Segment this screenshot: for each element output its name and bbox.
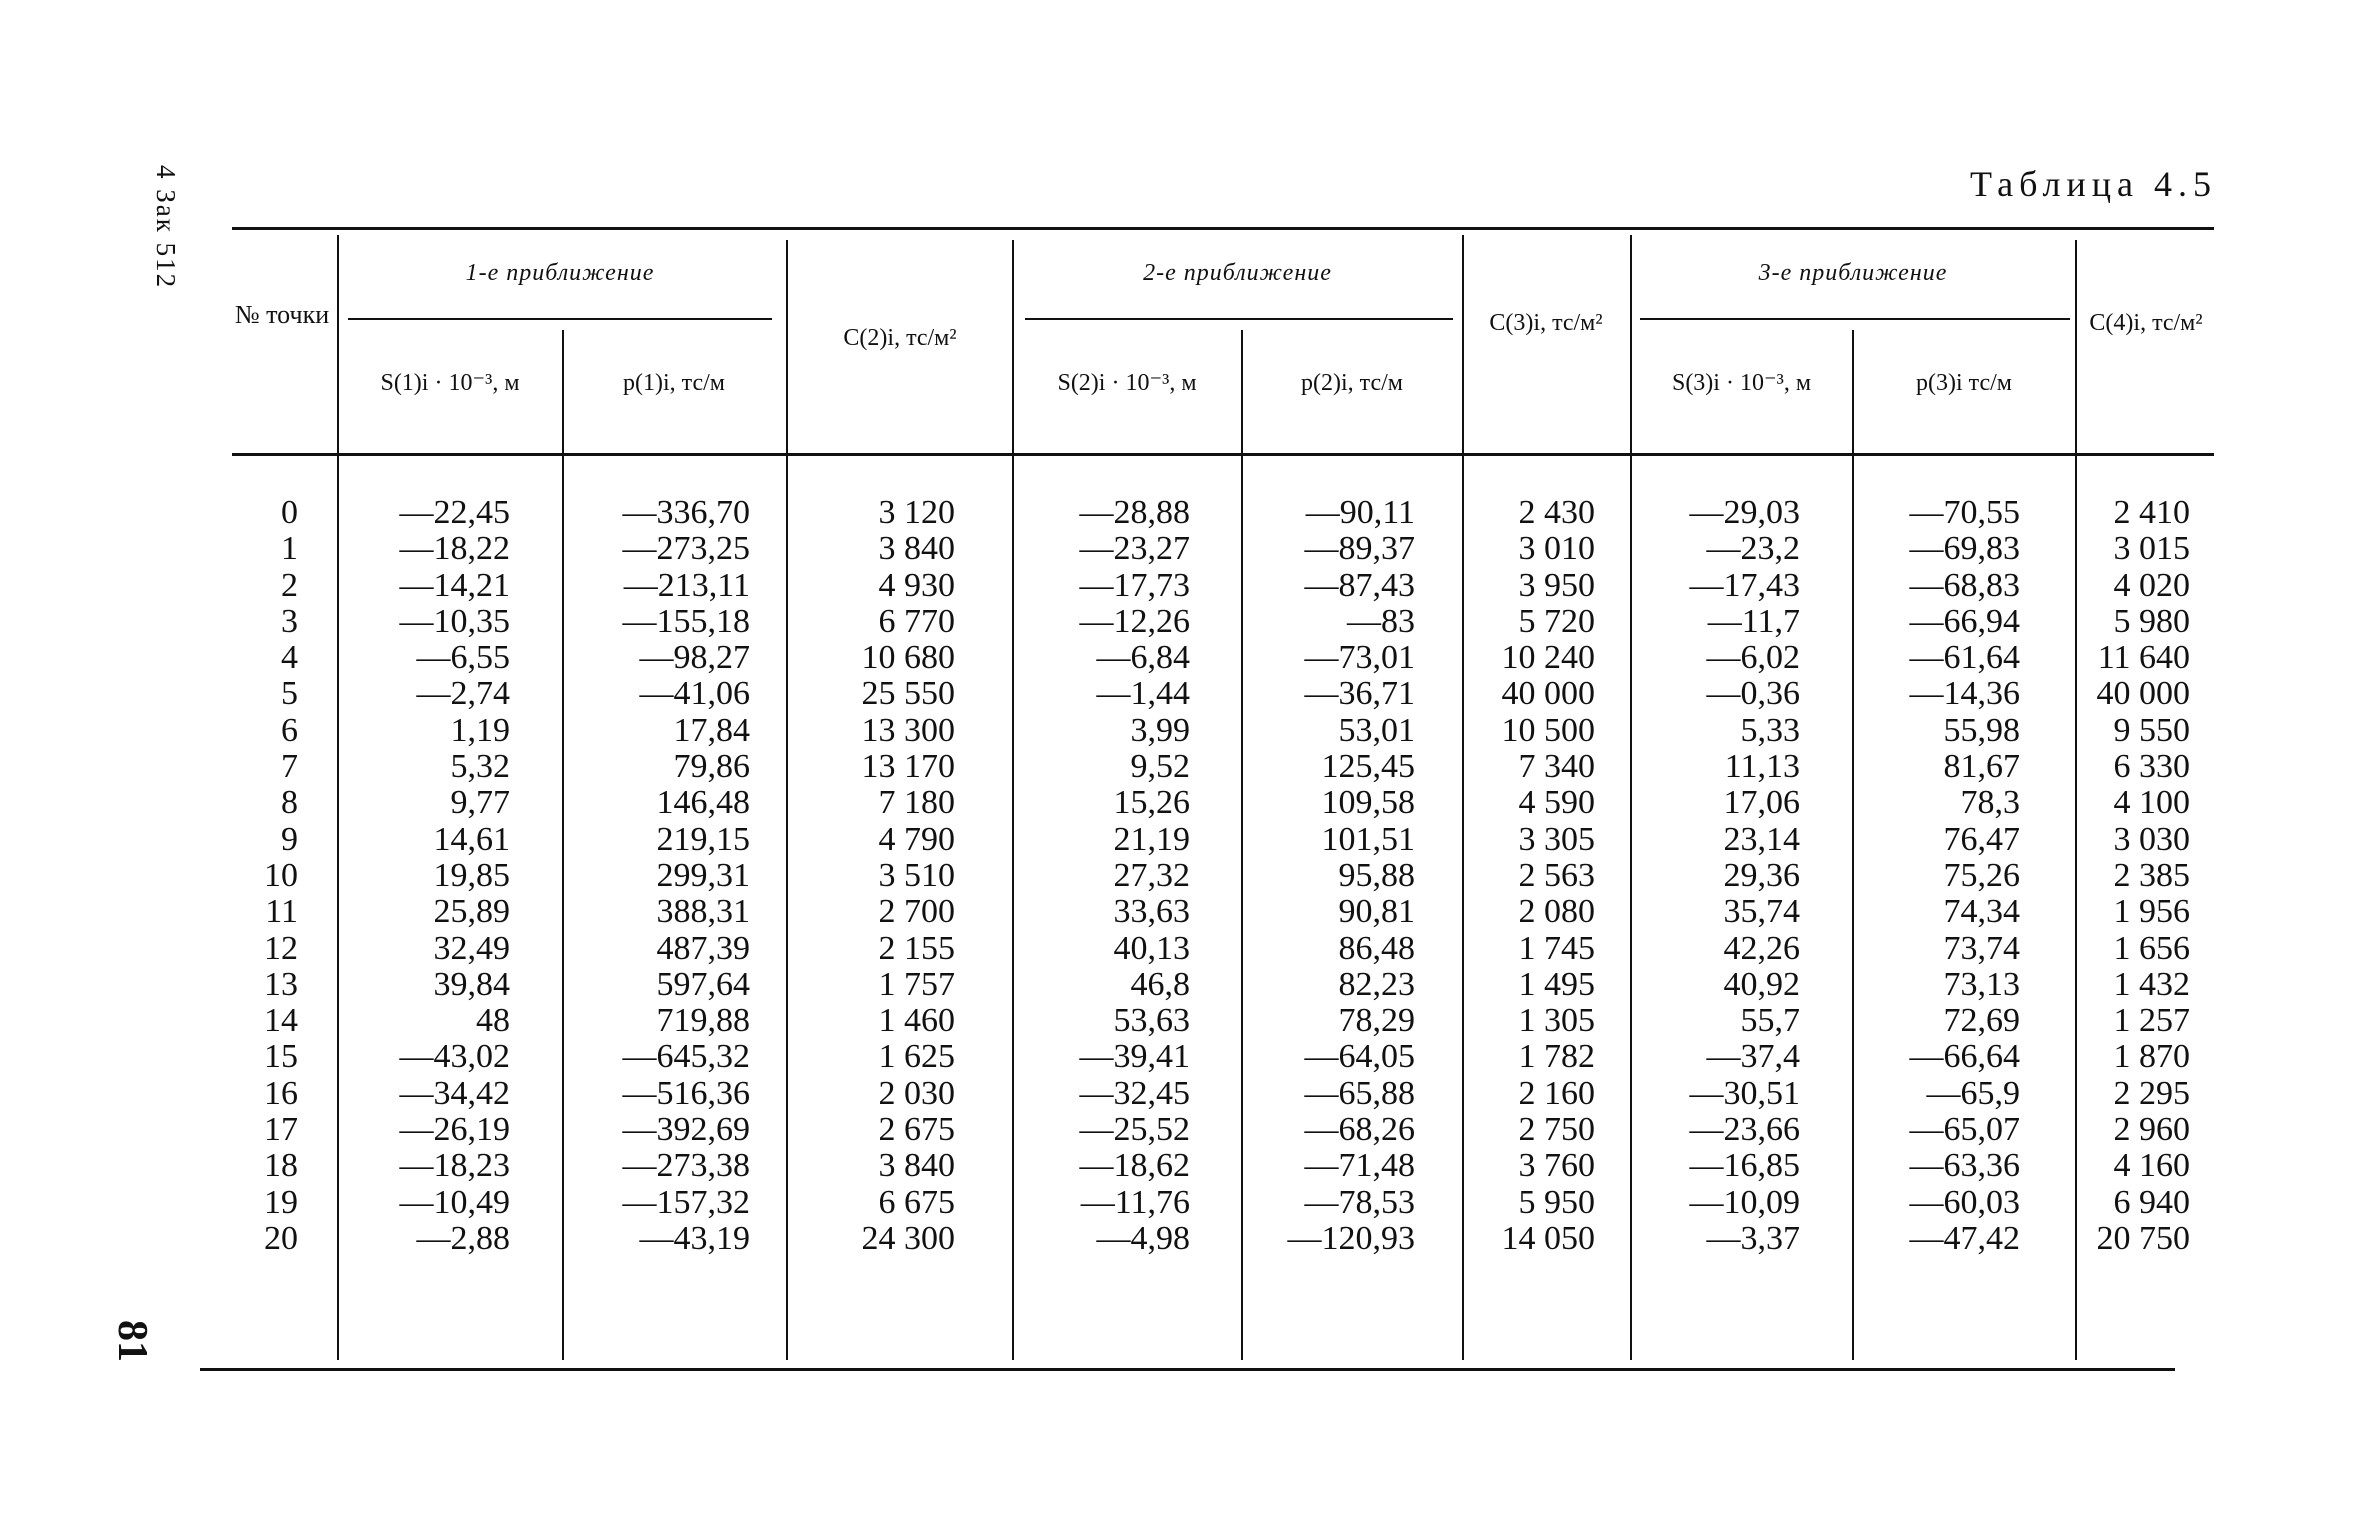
group-rule-1: [348, 318, 772, 320]
cell-c2-row-5: 25 550: [861, 675, 955, 713]
cell-p2-row-20: —120,93: [1287, 1219, 1415, 1257]
cell-s3-row-17: —23,66: [1689, 1111, 1800, 1149]
cell-num-row-3: 3: [281, 602, 298, 640]
cell-s2-row-3: —12,26: [1079, 602, 1190, 640]
cell-c3-row-4: 10 240: [1501, 639, 1595, 677]
cell-p1-row-11: 388,31: [656, 893, 750, 931]
cell-s1-row-12: 32,49: [433, 929, 510, 967]
cell-num-row-6: 6: [281, 711, 298, 749]
cell-c3-row-8: 4 590: [1518, 784, 1595, 822]
cell-c3-row-3: 5 720: [1518, 602, 1595, 640]
cell-c2-row-19: 6 675: [878, 1183, 955, 1221]
cell-p3-row-11: 74,34: [1943, 893, 2020, 931]
cell-s1-row-11: 25,89: [433, 893, 510, 931]
cell-s1-row-0: —22,45: [399, 494, 510, 531]
cell-p1-row-12: 487,39: [656, 929, 750, 967]
cell-c4-row-4: 11 640: [2097, 639, 2190, 677]
table-bottom-rule: [200, 1368, 2175, 1371]
cell-s2-row-16: —32,45: [1079, 1074, 1190, 1112]
cell-c4-row-3: 5 980: [2113, 602, 2190, 640]
cell-p2-row-6: 53,01: [1338, 711, 1415, 749]
cell-c2-row-18: 3 840: [878, 1147, 955, 1185]
cell-s2-row-18: —18,62: [1079, 1147, 1190, 1185]
cell-p1-row-15: —645,32: [622, 1038, 750, 1076]
cell-s1-row-16: —34,42: [399, 1074, 510, 1112]
cell-c2-row-10: 3 510: [878, 856, 955, 894]
cell-c3-row-13: 1 495: [1518, 965, 1595, 1003]
header-approx-3: 3-е приближение: [1758, 260, 1948, 286]
cell-c3-row-17: 2 750: [1518, 1111, 1595, 1149]
cell-p2-row-1: —89,37: [1304, 530, 1415, 568]
cell-c3-row-11: 2 080: [1518, 893, 1595, 931]
cell-p3-row-3: —66,94: [1909, 602, 2020, 640]
cell-s3-row-8: 17,06: [1723, 784, 1800, 822]
column-c3: [1400, 495, 1595, 1257]
cell-c4-row-1: 3 015: [2113, 530, 2190, 568]
cell-c3-row-7: 7 340: [1518, 748, 1595, 786]
header-c2: C(2)i, тс/м²: [843, 325, 957, 351]
cell-c3-row-20: 14 050: [1501, 1219, 1595, 1257]
cell-num-row-8: 8: [281, 784, 298, 822]
cell-num-row-4: 4: [281, 639, 298, 677]
cell-s1-row-7: 5,32: [450, 748, 510, 786]
cell-p1-row-2: —213,11: [623, 566, 750, 604]
cell-s2-row-0: —28,88: [1079, 494, 1190, 531]
cell-s1-row-9: 14,61: [433, 820, 510, 858]
cell-c3-row-0: 2 430: [1518, 494, 1595, 531]
cell-s3-row-14: 55,7: [1740, 1002, 1800, 1040]
cell-p1-row-9: 219,15: [656, 820, 750, 858]
cell-c2-row-1: 3 840: [878, 530, 955, 568]
cell-p1-row-1: —273,25: [622, 530, 750, 568]
cell-c2-row-8: 7 180: [878, 784, 955, 822]
cell-c2-row-17: 2 675: [878, 1111, 955, 1149]
cell-s3-row-19: —10,09: [1689, 1183, 1800, 1221]
header-approx-1: 1-е приближение: [465, 260, 655, 286]
cell-s2-row-1: —23,27: [1079, 530, 1190, 568]
cell-p2-row-12: 86,48: [1338, 929, 1415, 967]
header-c4: C(4)i, тс/м²: [2089, 310, 2203, 336]
cell-p3-row-13: 73,13: [1943, 965, 2020, 1003]
cell-s3-row-20: —3,37: [1706, 1219, 1800, 1257]
cell-s3-row-1: —23,2: [1706, 530, 1800, 568]
cell-c4-row-19: 6 940: [2113, 1183, 2190, 1221]
cell-p2-row-19: —78,53: [1304, 1183, 1415, 1221]
cell-p3-row-5: —14,36: [1909, 675, 2020, 713]
cell-c2-row-0: 3 120: [878, 494, 955, 531]
cell-p2-row-5: —36,71: [1304, 675, 1415, 713]
cell-c4-row-2: 4 020: [2113, 566, 2190, 604]
printer-mark: 4 Зак 512: [151, 165, 181, 290]
cell-s2-row-15: —39,41: [1079, 1038, 1190, 1076]
cell-s2-row-9: 21,19: [1113, 820, 1190, 858]
cell-num-row-16: 16: [264, 1074, 298, 1112]
cell-p1-row-18: —273,38: [622, 1147, 750, 1185]
cell-num-row-14: 14: [264, 1002, 298, 1040]
cell-p2-row-17: —68,26: [1304, 1111, 1415, 1149]
cell-s3-row-9: 23,14: [1723, 820, 1800, 858]
cell-c4-row-15: 1 870: [2113, 1038, 2190, 1076]
cell-c2-row-12: 2 155: [878, 929, 955, 967]
cell-p2-row-11: 90,81: [1338, 893, 1415, 931]
cell-num-row-9: 9: [281, 820, 298, 858]
cell-p1-row-17: —392,69: [622, 1111, 750, 1149]
cell-p3-row-9: 76,47: [1943, 820, 2020, 858]
cell-p2-row-18: —71,48: [1304, 1147, 1415, 1185]
cell-c3-row-5: 40 000: [1501, 675, 1595, 713]
cell-num-row-13: 13: [264, 965, 298, 1003]
cell-p3-row-19: —60,03: [1909, 1183, 2020, 1221]
cell-p1-row-4: —98,27: [639, 639, 750, 677]
cell-c2-row-11: 2 700: [878, 893, 955, 931]
cell-c2-row-2: 4 930: [878, 566, 955, 604]
cell-p3-row-14: 72,69: [1943, 1002, 2020, 1040]
cell-p1-row-10: 299,31: [656, 856, 750, 894]
cell-p2-row-3: —83: [1347, 602, 1415, 640]
cell-s1-row-17: —26,19: [399, 1111, 510, 1149]
cell-s2-row-14: 53,63: [1113, 1002, 1190, 1040]
cell-s3-row-6: 5,33: [1740, 711, 1800, 749]
cell-c2-row-9: 4 790: [878, 820, 955, 858]
cell-s1-row-15: —43,02: [399, 1038, 510, 1076]
header-bottom-rule: [232, 453, 2214, 456]
cell-s1-row-13: 39,84: [433, 965, 510, 1003]
cell-c4-row-12: 1 656: [2113, 929, 2190, 967]
cell-c4-row-17: 2 960: [2113, 1111, 2190, 1149]
cell-s2-row-20: —4,98: [1096, 1219, 1190, 1257]
cell-s3-row-0: —29,03: [1689, 494, 1800, 531]
header-c3: C(3)i, тс/м²: [1489, 310, 1603, 336]
cell-num-row-0: 0: [281, 494, 298, 531]
cell-s1-row-1: —18,22: [399, 530, 510, 568]
column-num: [198, 495, 298, 1257]
cell-num-row-10: 10: [264, 856, 298, 894]
cell-s3-row-11: 35,74: [1723, 893, 1800, 931]
cell-p2-row-16: —65,88: [1304, 1074, 1415, 1112]
cell-s3-row-12: 42,26: [1723, 929, 1800, 967]
cell-c4-row-16: 2 295: [2113, 1074, 2190, 1112]
header-num: № точки: [234, 300, 330, 329]
cell-num-row-18: 18: [264, 1147, 298, 1185]
cell-s1-row-5: —2,74: [416, 675, 510, 713]
cell-p3-row-6: 55,98: [1943, 711, 2020, 749]
cell-c3-row-6: 10 500: [1501, 711, 1595, 749]
cell-s3-row-13: 40,92: [1723, 965, 1800, 1003]
column-s2: [990, 495, 1190, 1257]
cell-s1-row-19: —10,49: [399, 1183, 510, 1221]
cell-s1-row-3: —10,35: [399, 602, 510, 640]
cell-p3-row-4: —61,64: [1909, 639, 2020, 677]
cell-p2-row-13: 82,23: [1338, 965, 1415, 1003]
cell-s2-row-11: 33,63: [1113, 893, 1190, 931]
cell-num-row-15: 15: [264, 1038, 298, 1076]
cell-s1-row-8: 9,77: [450, 784, 510, 822]
cell-p2-row-10: 95,88: [1338, 856, 1415, 894]
cell-c3-row-15: 1 782: [1518, 1038, 1595, 1076]
cell-p2-row-14: 78,29: [1338, 1002, 1415, 1040]
cell-s2-row-19: —11,76: [1080, 1183, 1190, 1221]
cell-s2-row-13: 46,8: [1130, 965, 1190, 1003]
cell-s3-row-18: —16,85: [1689, 1147, 1800, 1185]
cell-num-row-2: 2: [281, 566, 298, 604]
cell-s1-row-18: —18,23: [399, 1147, 510, 1185]
table-top-rule: [232, 227, 2214, 230]
cell-s3-row-4: —6,02: [1706, 639, 1800, 677]
cell-p3-row-12: 73,74: [1943, 929, 2020, 967]
cell-s3-row-15: —37,4: [1706, 1038, 1800, 1076]
column-c4: [2000, 495, 2190, 1257]
cell-s2-row-8: 15,26: [1113, 784, 1190, 822]
cell-p3-row-20: —47,42: [1909, 1219, 2020, 1257]
cell-p3-row-15: —66,64: [1909, 1038, 2020, 1076]
cell-c4-row-13: 1 432: [2113, 965, 2190, 1003]
page-number: 81: [109, 1320, 155, 1362]
cell-s2-row-5: —1,44: [1096, 675, 1190, 713]
cell-c4-row-7: 6 330: [2113, 748, 2190, 786]
cell-c4-row-6: 9 550: [2113, 711, 2190, 749]
column-s3: [1600, 495, 1800, 1257]
cell-s1-row-20: —2,88: [416, 1219, 510, 1257]
cell-s2-row-10: 27,32: [1113, 856, 1190, 894]
cell-c2-row-7: 13 170: [861, 748, 955, 786]
cell-p1-row-8: 146,48: [656, 784, 750, 822]
column-p1: [535, 495, 750, 1257]
header-s2: S(2)i · 10⁻³, м: [1057, 370, 1197, 396]
cell-s2-row-7: 9,52: [1130, 748, 1190, 786]
cell-p2-row-4: —73,01: [1304, 639, 1415, 677]
cell-c2-row-14: 1 460: [878, 1002, 955, 1040]
cell-p2-row-9: 101,51: [1321, 820, 1415, 858]
cell-p1-row-7: 79,86: [673, 748, 750, 786]
cell-c4-row-0: 2 410: [2113, 494, 2190, 531]
header-p3: p(3)i тс/м: [1916, 370, 2012, 396]
column-c2: [760, 495, 955, 1257]
header-approx-2: 2-е приближение: [1143, 260, 1332, 286]
cell-s1-row-10: 19,85: [433, 856, 510, 894]
cell-p1-row-20: —43,19: [639, 1219, 750, 1257]
cell-s1-row-6: 1,19: [450, 711, 510, 749]
cell-c3-row-2: 3 950: [1518, 566, 1595, 604]
cell-p1-row-16: —516,36: [622, 1074, 750, 1112]
cell-p3-row-7: 81,67: [1943, 748, 2020, 786]
cell-c2-row-4: 10 680: [861, 639, 955, 677]
cell-c4-row-5: 40 000: [2096, 675, 2190, 713]
cell-p3-row-17: —65,07: [1909, 1111, 2020, 1149]
cell-p1-row-5: —41,06: [639, 675, 750, 713]
table-caption: Таблица 4.5: [1970, 164, 2217, 204]
cell-c4-row-10: 2 385: [2113, 856, 2190, 894]
cell-p3-row-18: —63,36: [1909, 1147, 2020, 1185]
cell-p3-row-10: 75,26: [1943, 856, 2020, 894]
cell-c3-row-18: 3 760: [1518, 1147, 1595, 1185]
cell-p3-row-8: 78,3: [1960, 784, 2020, 822]
cell-c3-row-14: 1 305: [1518, 1002, 1595, 1040]
group-rule-3: [1640, 318, 2070, 320]
cell-p3-row-0: —70,55: [1909, 494, 2020, 531]
cell-c4-row-11: 1 956: [2113, 893, 2190, 931]
cell-c3-row-1: 3 010: [1518, 530, 1595, 568]
cell-c3-row-19: 5 950: [1518, 1183, 1595, 1221]
cell-c2-row-6: 13 300: [861, 711, 955, 749]
cell-num-row-1: 1: [281, 530, 298, 568]
cell-num-row-12: 12: [264, 929, 298, 967]
header-s3: S(3)i · 10⁻³, м: [1671, 370, 1812, 396]
cell-s3-row-2: —17,43: [1689, 566, 1800, 604]
cell-s3-row-5: —0,36: [1706, 675, 1800, 713]
cell-c3-row-16: 2 160: [1518, 1074, 1595, 1112]
cell-p1-row-19: —157,32: [622, 1183, 750, 1221]
cell-p1-row-13: 597,64: [656, 965, 750, 1003]
cell-s1-row-4: —6,55: [416, 639, 510, 677]
cell-p1-row-0: —336,70: [622, 494, 750, 531]
cell-num-row-11: 11: [265, 893, 298, 931]
cell-p2-row-0: —90,11: [1305, 494, 1415, 531]
cell-c3-row-9: 3 305: [1518, 820, 1595, 858]
cell-c4-row-8: 4 100: [2113, 784, 2190, 822]
cell-num-row-5: 5: [281, 675, 298, 713]
cell-p1-row-6: 17,84: [673, 711, 750, 749]
cell-p2-row-2: —87,43: [1304, 566, 1415, 604]
cell-num-row-7: 7: [281, 748, 298, 786]
cell-c3-row-12: 1 745: [1518, 929, 1595, 967]
cell-s1-row-2: —14,21: [399, 566, 510, 604]
group-rule-2: [1025, 318, 1453, 320]
header-s1: S(1)i · 10⁻³, м: [380, 370, 520, 396]
cell-c4-row-9: 3 030: [2113, 820, 2190, 858]
column-p3: [1820, 495, 2020, 1257]
cell-s3-row-3: —11,7: [1707, 602, 1800, 640]
header-p2: p(2)i, тс/м: [1301, 370, 1403, 396]
cell-s3-row-7: 11,13: [1724, 748, 1800, 786]
cell-p3-row-1: —69,83: [1909, 530, 2020, 568]
cell-s2-row-17: —25,52: [1079, 1111, 1190, 1149]
cell-s2-row-6: 3,99: [1130, 711, 1190, 749]
cell-c3-row-10: 2 563: [1518, 856, 1595, 894]
cell-p1-row-14: 719,88: [656, 1002, 750, 1040]
cell-s2-row-12: 40,13: [1113, 929, 1190, 967]
cell-c4-row-18: 4 160: [2113, 1147, 2190, 1185]
cell-s1-row-14: 48: [476, 1002, 510, 1040]
cell-c2-row-20: 24 300: [861, 1219, 955, 1257]
cell-p2-row-15: —64,05: [1304, 1038, 1415, 1076]
cell-s2-row-2: —17,73: [1079, 566, 1190, 604]
cell-num-row-20: 20: [264, 1219, 298, 1257]
header-p1: p(1)i, тс/м: [623, 370, 725, 396]
cell-num-row-19: 19: [264, 1183, 298, 1221]
column-s1: [310, 495, 510, 1257]
cell-c2-row-16: 2 030: [878, 1074, 955, 1112]
cell-s2-row-4: —6,84: [1096, 639, 1190, 677]
cell-p1-row-3: —155,18: [622, 602, 750, 640]
cell-p2-row-8: 109,58: [1321, 784, 1415, 822]
cell-s3-row-10: 29,36: [1723, 856, 1800, 894]
cell-c2-row-13: 1 757: [878, 965, 955, 1003]
cell-c4-row-20: 20 750: [2096, 1219, 2190, 1257]
cell-p3-row-16: —65,9: [1926, 1074, 2020, 1112]
cell-s3-row-16: —30,51: [1689, 1074, 1800, 1112]
cell-p3-row-2: —68,83: [1909, 566, 2020, 604]
column-p2: [1205, 495, 1415, 1257]
cell-num-row-17: 17: [264, 1111, 298, 1149]
cell-p2-row-7: 125,45: [1321, 748, 1415, 786]
cell-c2-row-15: 1 625: [878, 1038, 955, 1076]
cell-c4-row-14: 1 257: [2113, 1002, 2190, 1040]
cell-c2-row-3: 6 770: [878, 602, 955, 640]
